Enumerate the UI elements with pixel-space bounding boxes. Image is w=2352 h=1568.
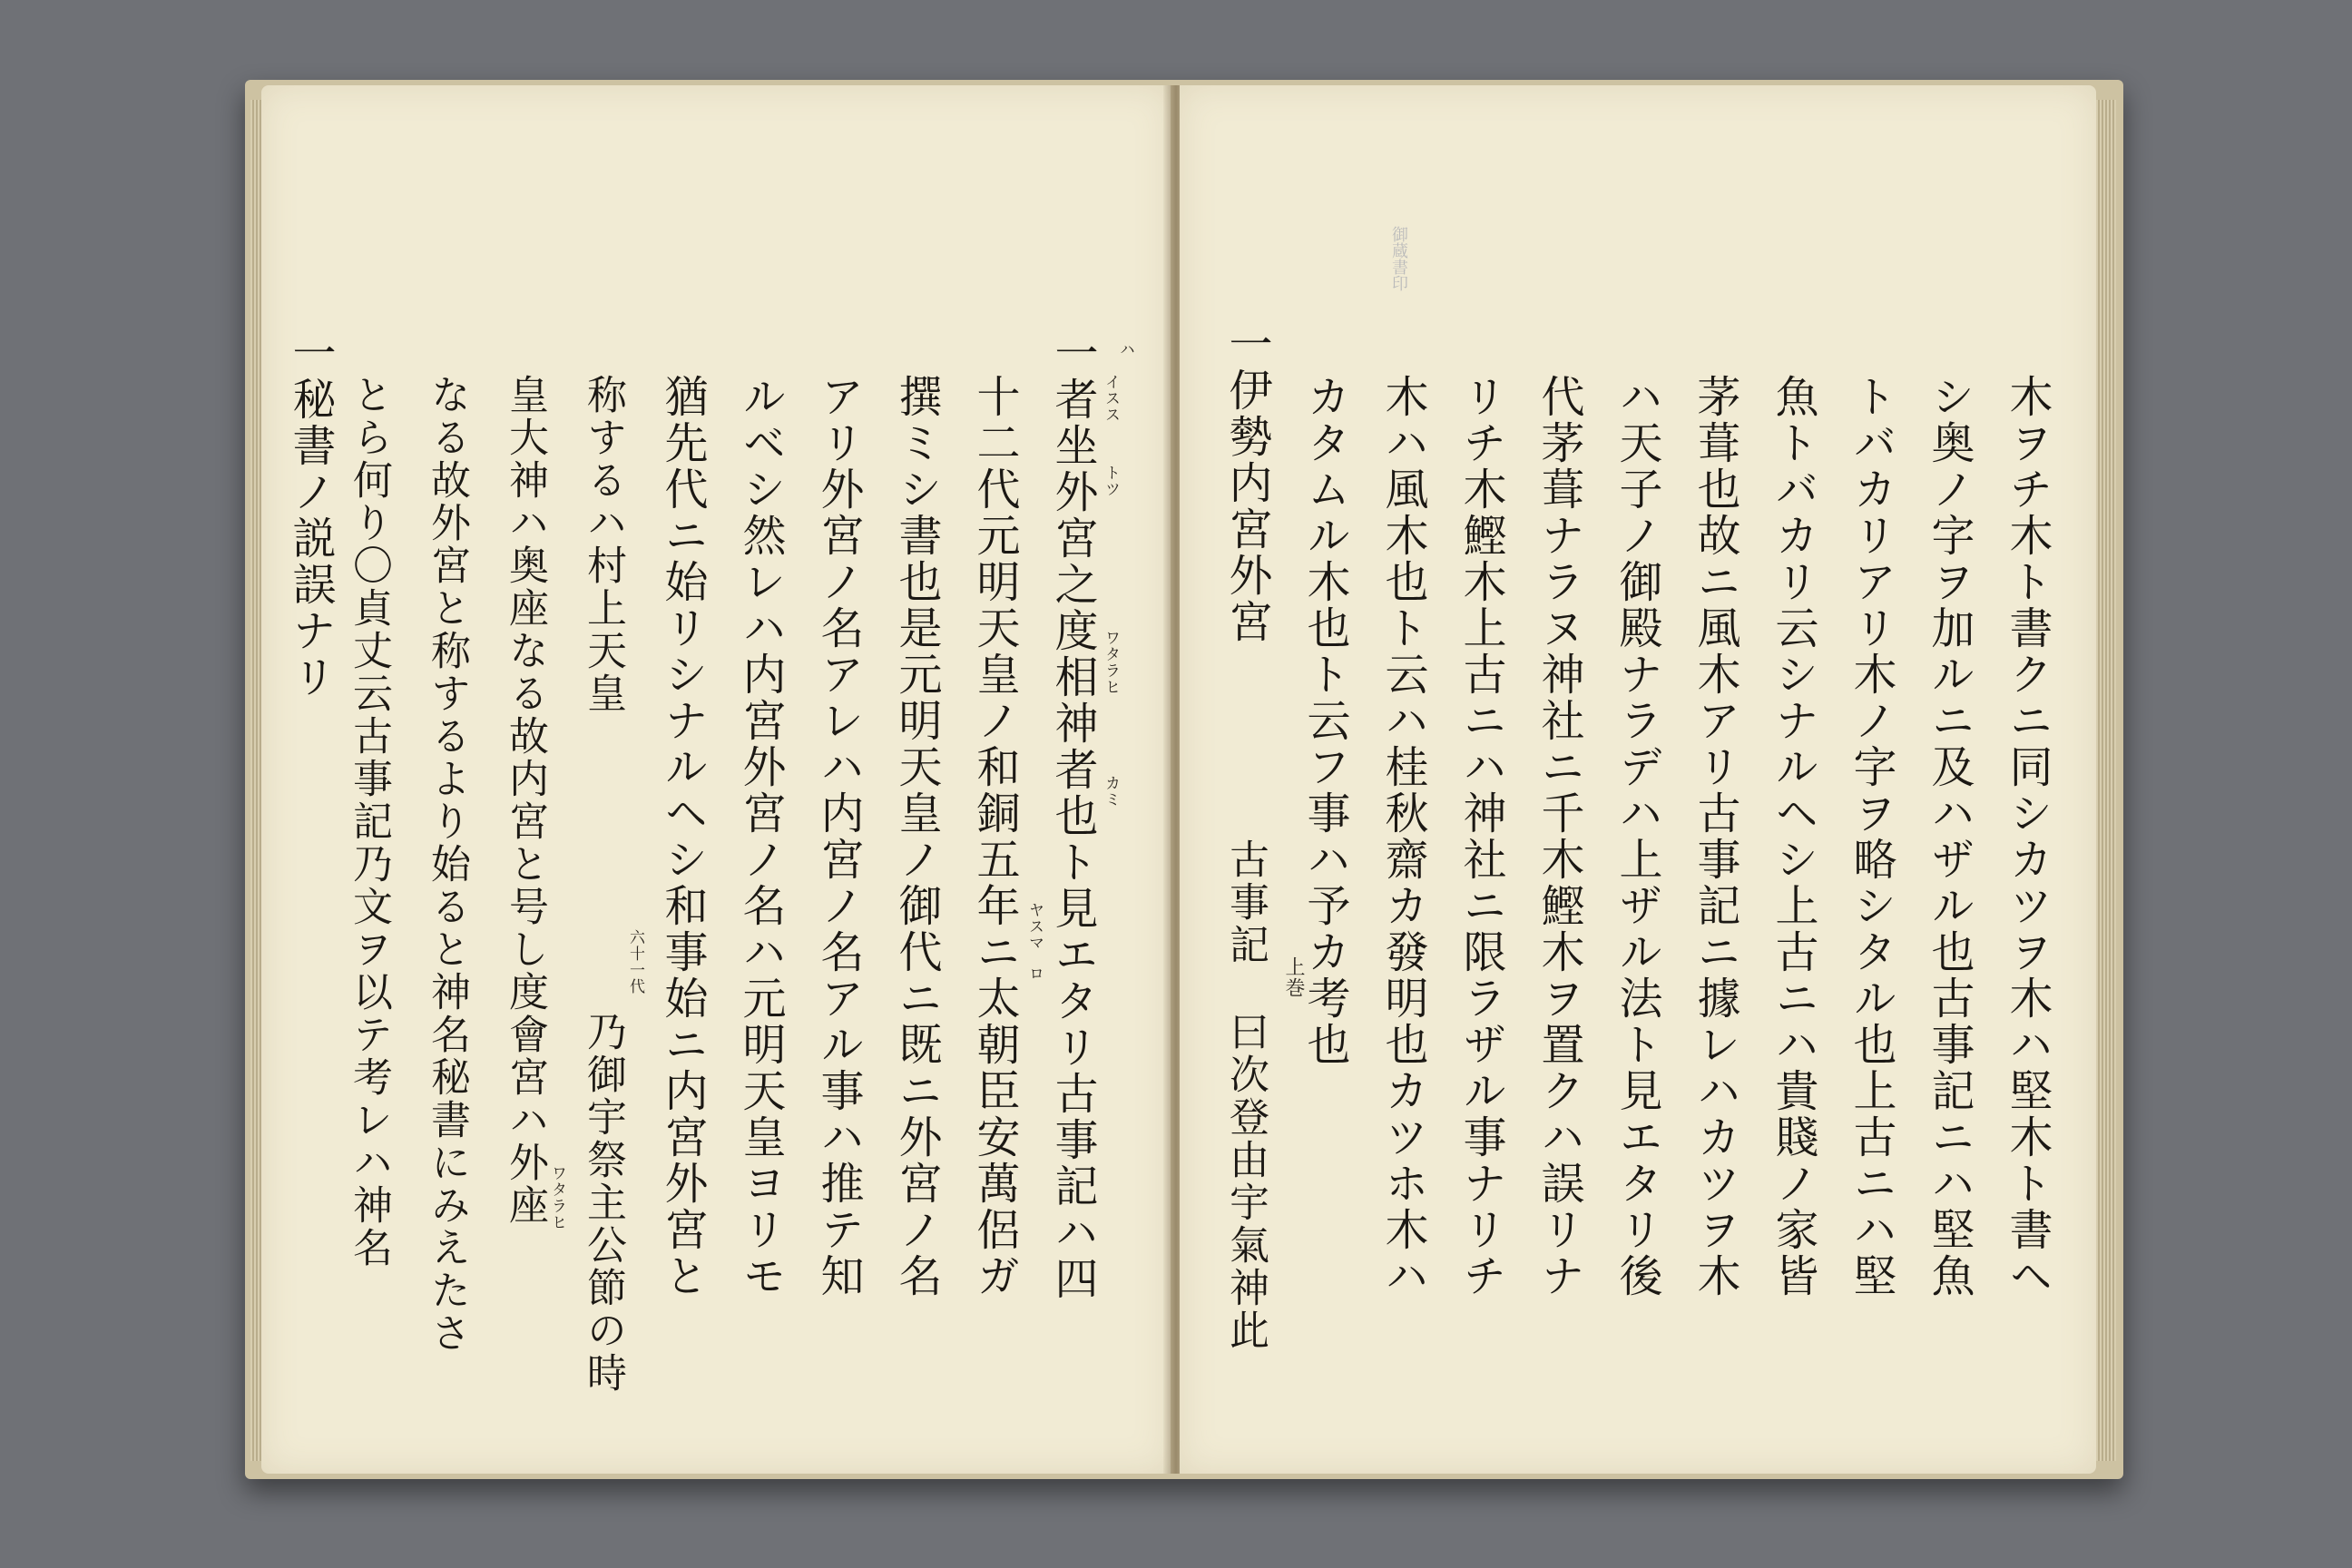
- ruby-kami: カミ: [1102, 775, 1120, 808]
- left-col-9: なる故外宮と称するより始ると神名秘書にみえたさ: [424, 374, 470, 1355]
- left-col-1: 一者坐外宮之度相神者也ト見エタリ古事記ハ四: [1047, 330, 1098, 1302]
- ruby-watarahi-2: ワタラヒ: [548, 1165, 566, 1230]
- left-col-11: 一秘書ノ説誤ナリ: [285, 330, 336, 701]
- right-col-1: 木ヲチ木ト書クニ同シカツヲ木ハ堅木ト書ヘ: [2002, 374, 2053, 1299]
- ruby-isusu: イスス: [1102, 374, 1120, 423]
- left-page: [261, 85, 1171, 1474]
- ruby-yasuma: ヤスマ: [1025, 902, 1044, 951]
- right-col-9: 木ハ風木也ト云ハ桂秋齋カ發明也カツホ木ハ: [1377, 374, 1428, 1299]
- right-col-8: リチ木鰹木上古ニハ神社ニ限ラザル事ナリチ: [1455, 374, 1506, 1299]
- right-col-11a: 一伊勢内宮外宮: [1221, 321, 1272, 645]
- library-stamp: 御蔵書印: [1389, 226, 1408, 291]
- right-col-2: シ奥ノ字ヲ加ルニ及ハザル也古事記ニハ堅魚: [1924, 374, 1975, 1299]
- left-col-8: 皇大神ハ奥座なる故内宮と号し度會宮ハ外座: [502, 374, 548, 1227]
- left-col-4: アリ外宮ノ名アレハ内宮ノ名アル事ハ推テ知: [813, 374, 864, 1299]
- left-col-7b: 乃御宇祭主公節の時: [580, 1011, 626, 1395]
- ruby-ro: ロ: [1025, 965, 1044, 982]
- left-col-6: 猶先代ニ始リシナルヘシ和事始ニ内宮外宮と: [657, 374, 708, 1299]
- ruby-jokan: 上巻: [1282, 956, 1305, 998]
- left-col-5: ルベシ然レハ内宮外宮ノ名ハ元明天皇ヨリモ: [735, 374, 786, 1299]
- right-col-3: トバカリアリ木ノ字ヲ略シタル也上古ニハ堅: [1846, 374, 1896, 1299]
- right-col-5: 茅葺也故ニ風木アリ古事記ニ據レハカツヲ木: [1690, 374, 1740, 1299]
- right-col-6: ハ天子ノ御殿ナラデハ上ザル法ト見エタリ後: [1612, 374, 1662, 1299]
- left-col-3: 撰ミシ書也是元明天皇ノ御代ニ既ニ外宮ノ名: [891, 374, 942, 1299]
- left-col-7a: 称するハ村上天皇: [580, 374, 626, 715]
- ruby-ha: ハ: [1116, 341, 1134, 358]
- right-col-11b: 古事記: [1222, 838, 1269, 966]
- ruby-watarahi: ワタラヒ: [1102, 630, 1120, 695]
- left-col-10: とら何り〇貞丈云古事記乃文ヲ以テ考レハ神名: [346, 374, 392, 1269]
- right-col-10: カタムル木也ト云フ事ハ予カ考也: [1299, 374, 1350, 1068]
- right-page: [1180, 85, 2096, 1474]
- ruby-rokujuichidai: 六十一代: [626, 929, 644, 995]
- right-col-7: 代茅葺ナラヌ神社ニ千木鰹木ヲ置クハ誤リナ: [1534, 374, 1584, 1299]
- right-col-11c: 曰次登由宇氣神此: [1222, 1011, 1269, 1352]
- right-col-4: 魚トバカリ云シナルヘシ上古ニハ貴賤ノ家皆: [1768, 374, 1818, 1299]
- ruby-totsu: トツ: [1102, 465, 1120, 497]
- left-col-2: 十二代元明天皇ノ和銅五年ニ太朝臣安萬侶ガ: [969, 374, 1020, 1299]
